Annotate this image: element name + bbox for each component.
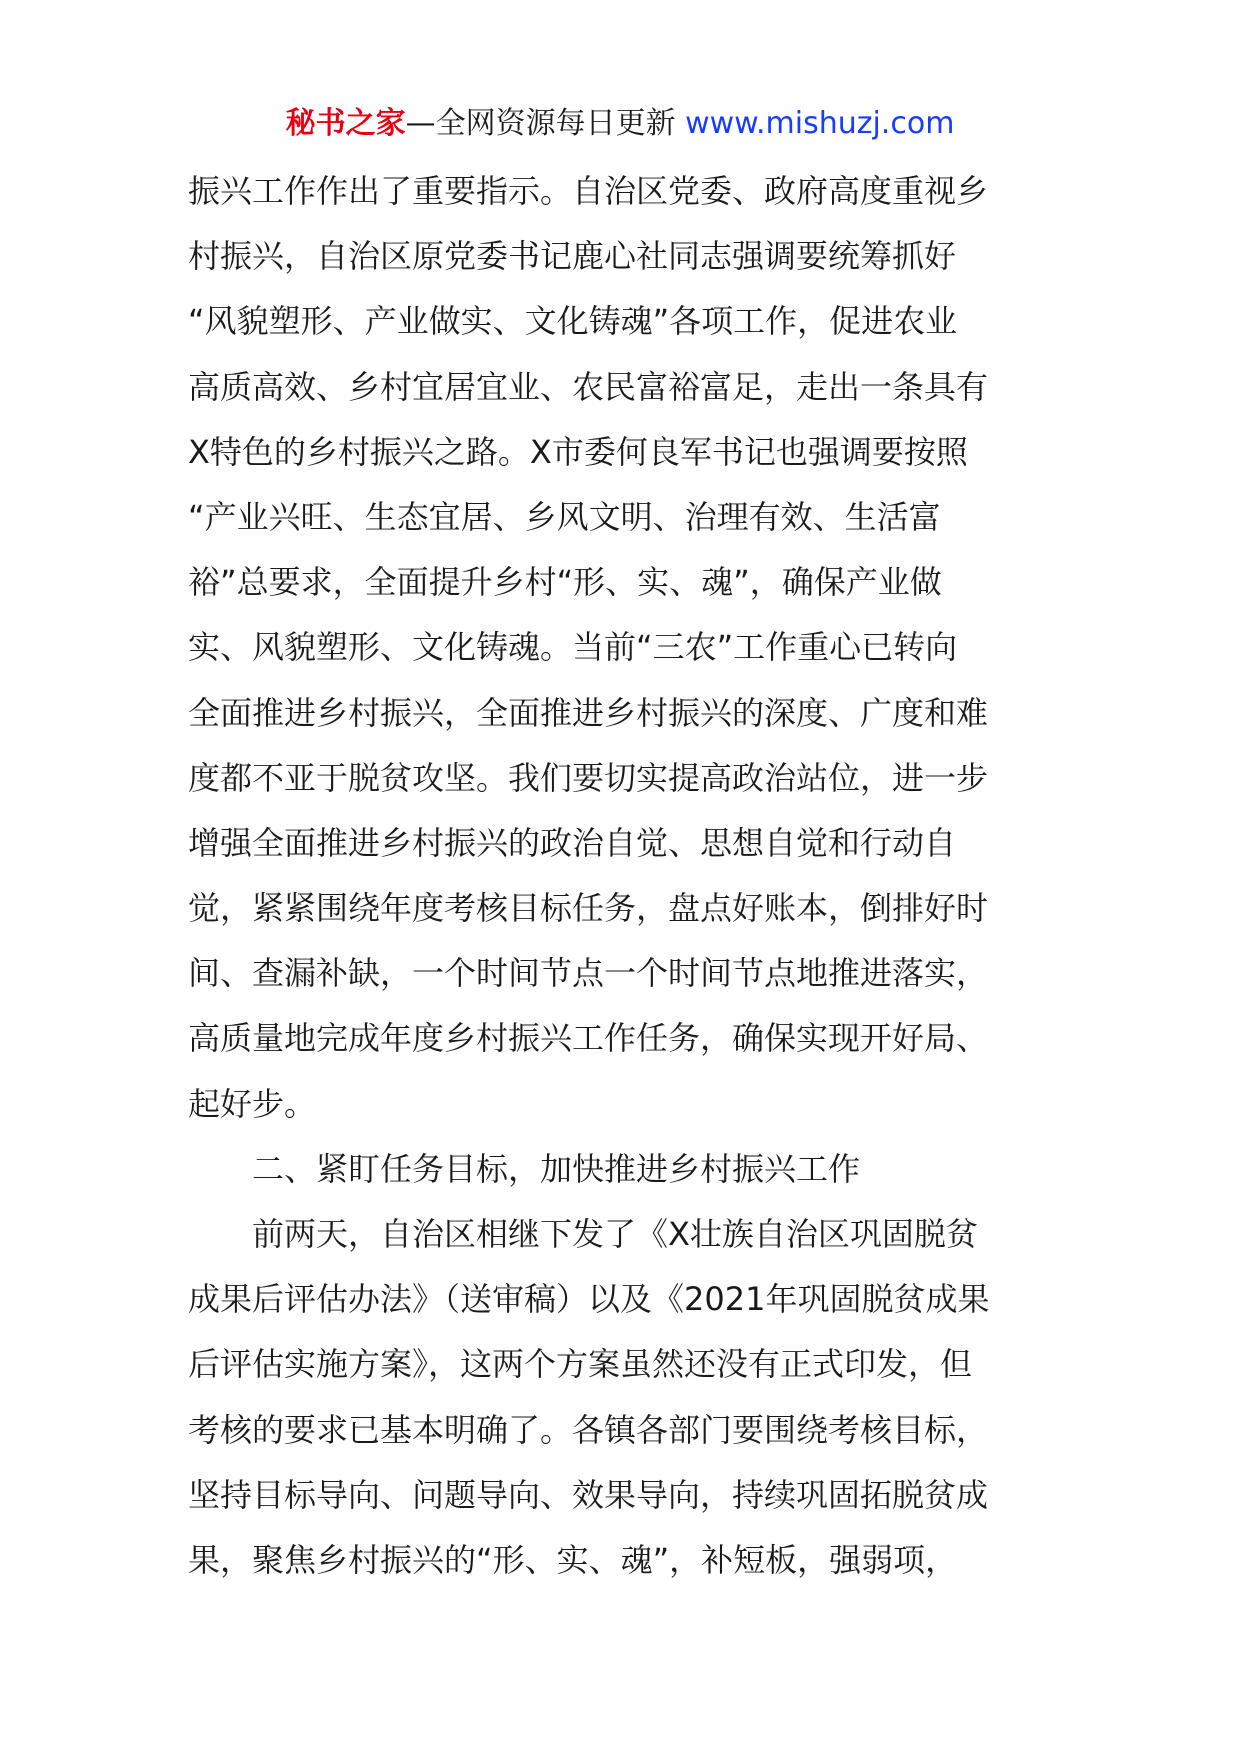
text-line: 高质量地完成年度乡村振兴工作任务，确保实现开好局、: [188, 1019, 989, 1058]
section-heading: 二、紧盯任务目标，加快推进乡村振兴工作: [252, 1149, 861, 1188]
text-line: 全面推进乡村振兴，全面推进乡村振兴的深度、广度和难: [188, 693, 989, 732]
text-line: X特色的乡村振兴之路。X市委何良军书记也强调要按照: [188, 432, 968, 471]
text-line: 裕”总要求，全面提升乡村“形、实、魂”，确保产业做: [188, 563, 942, 602]
text-line: 成果后评估办法》（送审稿）以及《2021年巩固脱贫成果: [188, 1280, 990, 1319]
site-brand: 秘书之家: [285, 106, 406, 141]
text-line: 增强全面推进乡村振兴的政治自觉、思想自觉和行动自: [188, 823, 957, 862]
text-line: 觉，紧紧围绕年度考核目标任务，盘点好账本，倒排好时: [188, 889, 989, 928]
text-line: 后评估实施方案》，这两个方案虽然还没有正式印发，但: [188, 1345, 973, 1384]
text-line: 前两天，自治区相继下发了《X壮族自治区巩固脱贫: [252, 1215, 978, 1253]
text-line: 坚持目标导向、问题导向、效果导向，持续巩固拓脱贫成: [188, 1475, 989, 1514]
text-line: “风貌塑形、产业做实、文化铸魂”各项工作，促进农业: [188, 302, 958, 341]
text-line: 实、风貌塑形、文化铸魂。当前“三农”工作重心已转向: [188, 628, 958, 667]
text-line: 考核的要求已基本明确了。各镇各部门要围绕考核目标，: [188, 1410, 989, 1449]
site-tagline: —全网资源每日更新: [405, 106, 676, 141]
text-line: 高质高效、乡村宜居宜业、农民富裕富足，走出一条具有: [188, 367, 989, 406]
site-url-link[interactable]: www.mishuzj.com: [675, 106, 955, 141]
site-header: [0, 102, 1240, 146]
text-line: 振兴工作作出了重要指示。自治区党委、政府高度重视乡: [188, 172, 989, 210]
text-line: 果，聚焦乡村振兴的“形、实、魂”，补短板，强弱项，: [188, 1540, 958, 1579]
text-line: 间、查漏补缺，一个时间节点一个时间节点地推进落实，: [188, 954, 989, 993]
text-line: 村振兴，自治区原党委书记鹿心社同志强调要统筹抓好: [188, 237, 957, 276]
text-line: “产业兴旺、生态宜居、乡风文明、治理有效、生活富: [188, 497, 941, 536]
text-line: 度都不亚于脱贫攻坚。我们要切实提高政治站位，进一步: [188, 758, 989, 797]
document-body: [188, 159, 1052, 1593]
text-line: 起好步。: [188, 1084, 317, 1123]
